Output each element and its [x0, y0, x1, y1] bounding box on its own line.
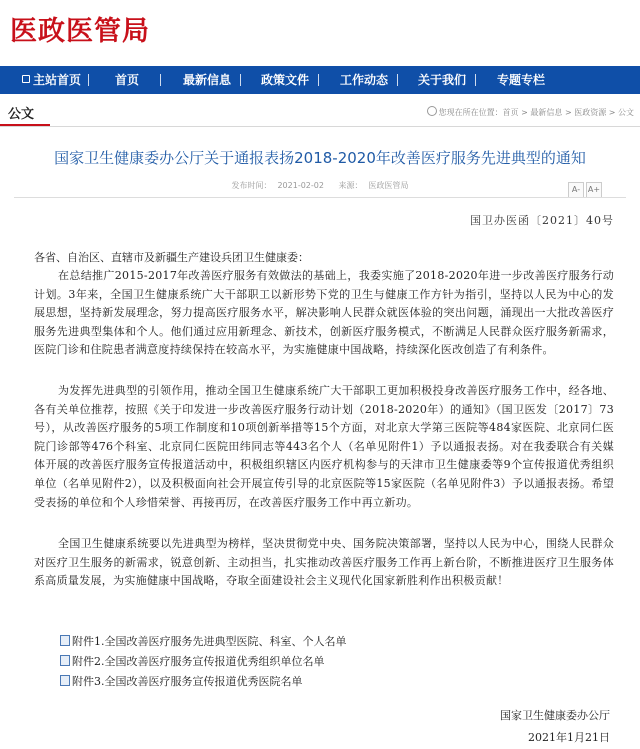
file-icon [60, 635, 70, 646]
site-header [0, 0, 640, 66]
breadcrumb-link[interactable]: 医政资源 [574, 108, 607, 117]
breadcrumb-link[interactable]: 首页 [502, 108, 519, 117]
main-nav [0, 66, 640, 94]
nav-label: 主站首页 [33, 73, 82, 87]
breadcrumb-link[interactable]: 最新信息 [530, 108, 563, 117]
font-size-controls [566, 177, 602, 198]
attachment-label: 附件1.全国改善医疗服务先进典型医院、科室、个人名单 [72, 635, 347, 648]
file-icon [60, 655, 70, 666]
nav-divider [475, 74, 476, 86]
paragraph-1: 在总结推广2015-2017年改善医疗服务有效做法的基础上，我委实施了2018-2020年进一步改善医疗服务行动计划。3年来，全国卫生健康系统广大干部职工以新形势下党的卫生与健康工作方针为指引，坚持以人民为中心的发展思想，坚持新发展理念，努力提高医疗服务水平，解决影响人民群众就医体验的突出问题，涌现出一大批改善医疗服务先进典型集体和个人。他们通过应用新理念、新技术，创新医疗服务模式，不断满足人民群众医疗服务新需求，医院门诊和住院患者满意度持续保持在较高水平，为实施健康中国战略，持续深化医改创造了有利条件。 [34, 269, 614, 357]
home-icon [22, 75, 30, 83]
attachment-link-2[interactable] [60, 652, 347, 672]
nav-item-main-home[interactable] [22, 66, 81, 94]
paragraph-2: 为发挥先进典型的引领作用，推动全国卫生健康系统广大干部职工更加积极投身改善医疗服务工作中，经各地、各有关单位推荐，按照《关于印发进一步改善医疗服务行动计划（2018-2020年）的通知》（国卫医发〔2017〕73号），从改善医疗服务的5项工作制度和10项创新举措等15个方面，对北京大学第三医院等484家医院、北京同仁医院门诊部等476个科室、北京同仁医院田纬同志等443名个人（名单见附件1）予以通报表扬。对在我委联合有关媒体开展的改善医疗服务宣传报道活动中，积极组织辖区内医疗机构参与的天津市卫生健康委等9个宣传报道优秀组织单位（名单见附件2），以及积极面向社会开展宣传引导的北京医院等15家医院（名单见附件3）予以通报表扬。希望受表扬的单位和个人珍惜荣誉、再接再厉，在改善医疗服务工作中再立新功。 [34, 384, 614, 509]
signoff [500, 705, 610, 749]
section-underline [0, 124, 50, 126]
nav-item-latest[interactable]: 最新信息 [183, 73, 232, 87]
nav-divider [397, 74, 398, 86]
signoff-date: 2021年1月21日 [528, 731, 610, 744]
attachment-label: 附件2.全国改善医疗服务宣传报道优秀组织单位名单 [72, 655, 325, 668]
nav-divider [318, 74, 319, 86]
nav-item-work[interactable]: 工作动态 [340, 73, 389, 87]
source-value: 医政医管局 [368, 181, 409, 190]
nav-divider [88, 74, 89, 86]
salutation: 各省、自治区、直辖市及新疆生产建设兵团卫生健康委： [34, 251, 309, 264]
file-icon [60, 675, 70, 686]
nav-item-policy[interactable]: 政策文件 [261, 73, 310, 87]
attachment-label: 附件3.全国改善医疗服务宣传报道优秀医院名单 [72, 675, 303, 688]
nav-item-topics[interactable]: 专题专栏 [497, 73, 546, 87]
nav-divider [160, 74, 161, 86]
section-title: 公文 [8, 107, 35, 122]
nav-item-about[interactable]: 关于我们 [418, 73, 467, 87]
breadcrumb-current[interactable]: 公文 [618, 108, 634, 117]
breadcrumb-sep: > [518, 108, 531, 117]
publish-date: 2021-02-02 [277, 181, 324, 190]
breadcrumb-prefix: 您现在所在位置： [438, 108, 503, 117]
paragraph-3: 全国卫生健康系统要以先进典型为榜样，坚决贯彻党中央、国务院决策部署，坚持以人民为中心，围绕人民群众对医疗卫生服务的新需求，锐意创新、主动担当，扎实推动改善医疗服务工作再上新台阶，不断推进医疗卫生服务体系高质量发展，为实施健康中国战略，夺取全面建设社会主义现代化国家新胜利作出积极贡献！ [34, 537, 614, 588]
article-meta [0, 180, 640, 191]
source-label: 来源： [338, 181, 363, 190]
section-bar [0, 96, 640, 127]
breadcrumb-sep: > [606, 108, 618, 117]
location-icon [427, 106, 437, 116]
breadcrumb-sep: > [562, 108, 575, 117]
nav-divider [240, 74, 241, 86]
publish-label: 发布时间： [231, 181, 272, 190]
nav-item-home[interactable]: 首页 [115, 73, 140, 87]
attachments-list [60, 632, 347, 692]
title-divider [14, 197, 626, 198]
font-smaller-button[interactable]: A- [568, 182, 584, 198]
site-logo[interactable]: 医政医管局 [10, 16, 150, 47]
attachment-link-3[interactable] [60, 672, 347, 692]
attachment-link-1[interactable] [60, 632, 347, 652]
signoff-org: 国家卫生健康委办公厅 [500, 709, 610, 722]
document-number: 国卫办医函〔2021〕40号 [470, 214, 614, 227]
font-larger-button[interactable]: A+ [586, 182, 602, 198]
breadcrumb [427, 106, 634, 118]
article-title: 国家卫生健康委办公厅关于通报表扬2018-2020年改善医疗服务先进典型的通知 [54, 149, 586, 167]
